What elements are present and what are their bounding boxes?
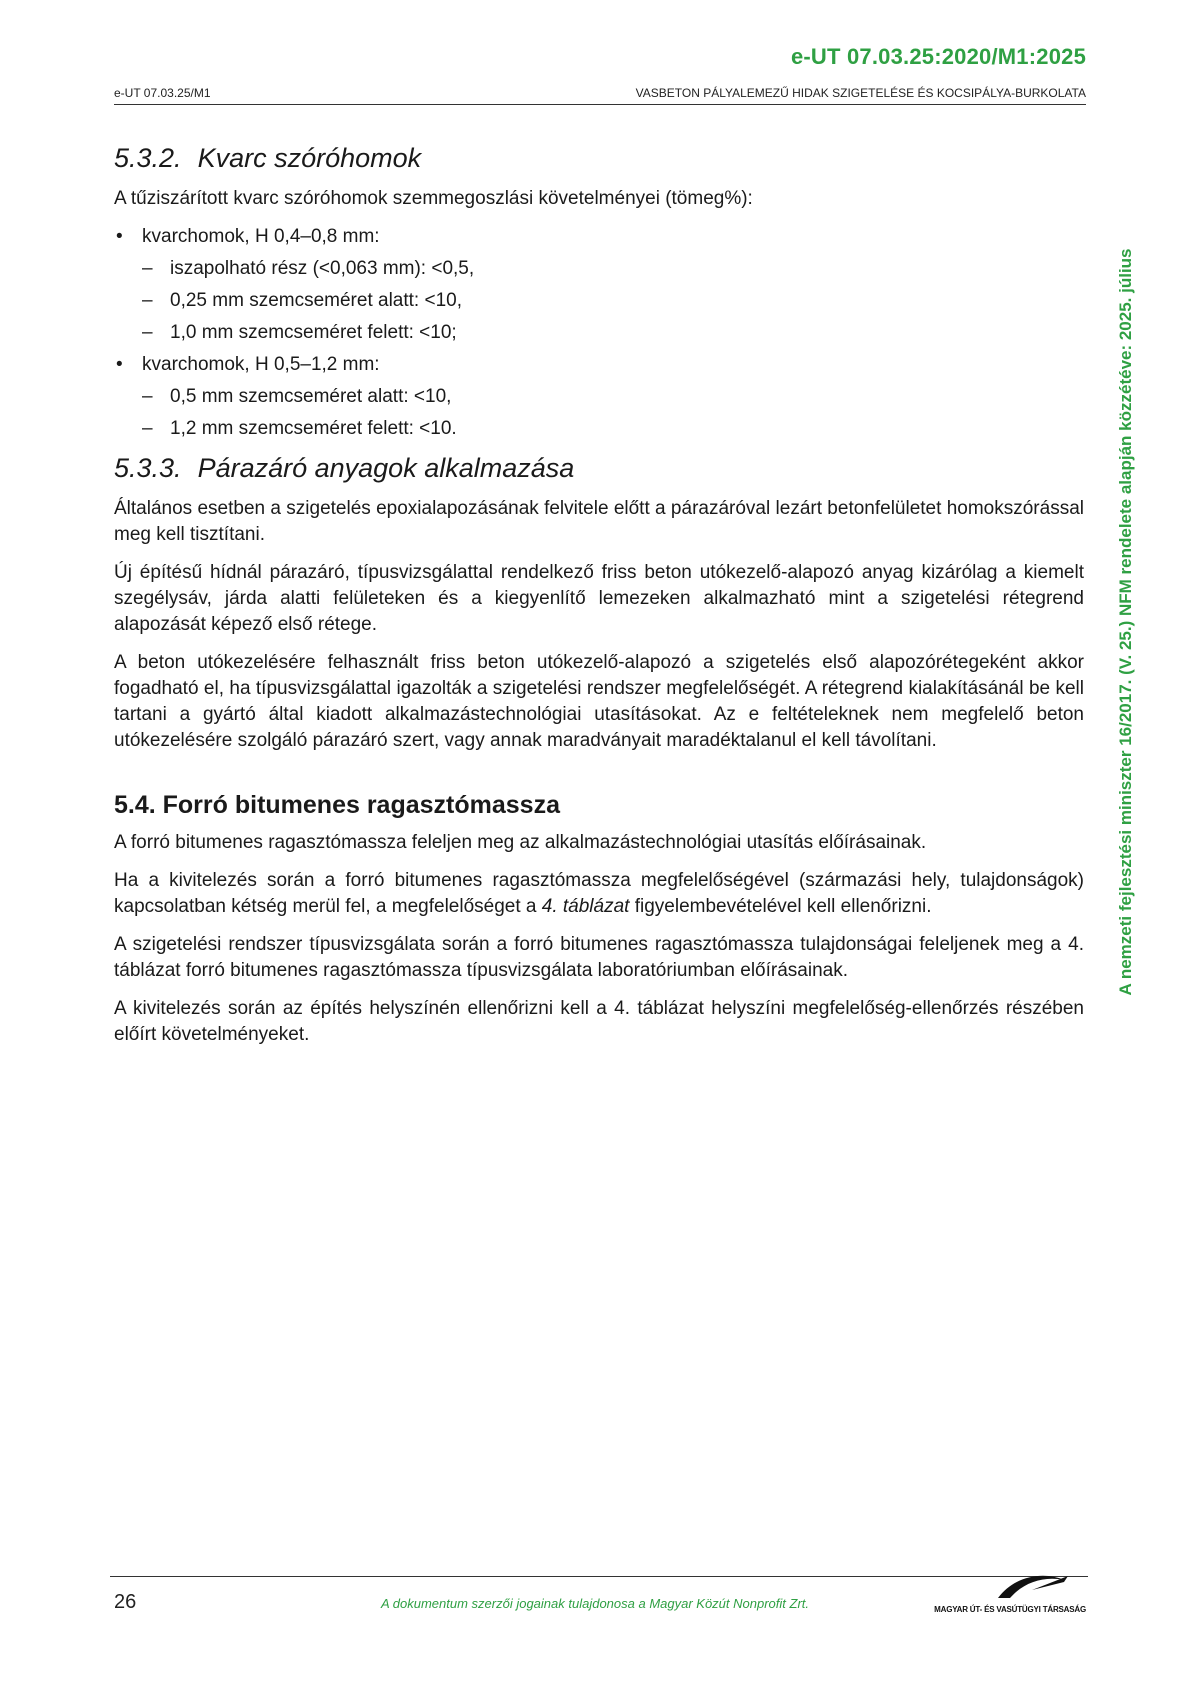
society-logo: [936, 1568, 1086, 1616]
header-divider: [114, 104, 1086, 105]
list-item-label: kvarchomok, H 0,5–1,2 mm:: [142, 354, 380, 375]
section-number: 5.3.2.: [114, 143, 182, 173]
section-title: Párazáró anyagok alkalmazása: [197, 453, 575, 483]
paragraph-text: figyelembevételével kell ellenőrizni.: [629, 896, 932, 917]
paragraph-text: Ha a kivitelezés során a forró bitumenes ragasztómassza megfelelőségével (származási hely, tulajdonságok) kapcsolatban kétség merül fel, a megfelelőséget a: [114, 870, 1084, 917]
logo-mark-icon: [936, 1568, 1086, 1604]
header-doc-id: e-UT 07.03.25/M1: [114, 86, 211, 100]
document-code-badge: e-UT 07.03.25:2020/M1:2025: [790, 44, 1086, 69]
section-number: 5.3.3.: [114, 453, 182, 483]
sub-list-item: – 0,25 mm szemcseméret alatt: <10,: [142, 288, 1084, 314]
table-reference: 4. táblázat: [541, 896, 630, 917]
section-heading-5-3-2: [114, 142, 1084, 174]
paragraph: Új építésű hídnál párazáró, típusvizsgálattal rendelkező friss beton utókezelő-alapozó anyag kizárólag a kiemelt szegélysáv, járda alatti felületeken és a kiegyenlítő lemezeken alkalmazható mint a szigetelési rétegrend alapozását képező első rétege.: [114, 562, 1084, 635]
sub-list-item: – 0,5 mm szemcseméret alatt: <10,: [142, 384, 1084, 410]
list-item-label: kvarchomok, H 0,4–0,8 mm:: [142, 226, 380, 247]
paragraph: [114, 868, 1084, 920]
logo-text: MAGYAR ÚT- ÉS VASÚTÜGYI TÁRSASÁG: [934, 1605, 1086, 1614]
paragraph: A szigetelési rendszer típusvizsgálata során a forró bitumenes ragasztómassza tulajdonságai feleljenek meg a 4. táblázat forró bitumenes ragasztómassza típusvizsgálata laboratóriumban előírásainak.: [114, 934, 1084, 981]
list-item: [114, 352, 1084, 442]
copyright-notice: A dokumentum szerzői jogainak tulajdonosa a Magyar Közút Nonprofit Zrt.: [380, 1596, 809, 1611]
sub-list: [142, 384, 1084, 442]
requirements-list: [114, 224, 1084, 442]
sub-list-item: – 1,0 mm szemcseméret felett: <10;: [142, 320, 1084, 346]
section-title: Kvarc szóróhomok: [197, 143, 422, 173]
publication-side-note: A nemzeti fejlesztési miniszter 16/2017. (V. 25.) NFM rendelete alapján közzétéve: 2025. július: [1116, 248, 1135, 996]
page-content: [114, 142, 1084, 1060]
paragraph: A tűziszárított kvarc szóróhomok szemmegoszlási követelményei (tömeg%):: [114, 188, 753, 209]
paragraph: A kivitelezés során az építés helyszínén ellenőrizni kell a 4. táblázat helyszíni megfelelőség-ellenőrzés részében előírt követelményeket.: [114, 998, 1084, 1045]
sub-list-item: – iszapolható rész (<0,063 mm): <0,5,: [142, 256, 1084, 282]
paragraph: A forró bitumenes ragasztómassza feleljen meg az alkalmazástechnológiai utasítás előírásainak.: [114, 832, 927, 853]
header-doc-title: VASBETON PÁLYALEMEZŰ HIDAK SZIGETELÉSE ÉS KOCSIPÁLYA-BURKOLATA: [635, 86, 1086, 100]
paragraph: Általános esetben a szigetelés epoxialapozásának felvitele előtt a párazáróval lezárt betonfelületet homokszórással meg kell tisztítani.: [114, 498, 1084, 545]
section-heading-5-4: 5.4. Forró bitumenes ragasztómassza: [114, 791, 560, 819]
list-item: [114, 224, 1084, 346]
sub-list: [142, 256, 1084, 346]
sub-list-item: – 1,2 mm szemcseméret felett: <10.: [142, 416, 1084, 442]
page-number: 26: [114, 1591, 137, 1613]
paragraph: A beton utókezelésére felhasznált friss beton utókezelő-alapozó a szigetelés első alapozórétegeként akkor fogadható el, ha típusvizsgálattal igazolták a szigetelési rendszer megfelelőségét. A rétegrend kialakításánál be kell tartani a gyártó által kiadott alkalmazástechnológiai utasításokat. Az e feltételeknek nem megfelelő beton utókezelésére szolgáló párazáró szert, vagy annak maradványait maradéktalanul el kell távolítani.: [114, 652, 1084, 751]
section-heading-5-3-3: [114, 452, 1084, 484]
